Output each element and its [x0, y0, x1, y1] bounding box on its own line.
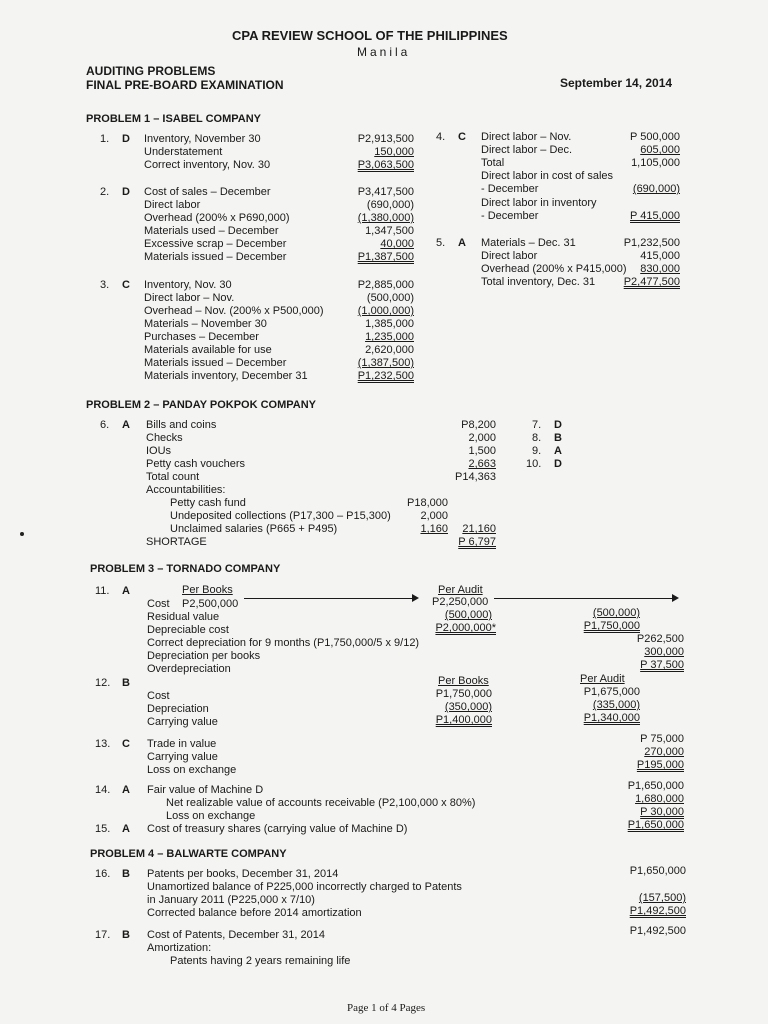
- q4-label-3: Direct labor in cost of sales: [481, 170, 614, 182]
- problem-4-title: PROBLEM 4 – BALWARTE COMPANY: [90, 848, 287, 860]
- q6-number: 6.: [100, 419, 110, 431]
- q5-value-1: 415,000: [640, 250, 680, 262]
- q3-label-6: Materials issued – December: [144, 357, 287, 369]
- cost-per-books: P2,500,000: [182, 598, 239, 610]
- acc-label-2: Unclaimed salaries (P665 + P495): [170, 523, 338, 535]
- q3-value-2: (1,000,000): [357, 305, 414, 317]
- q4-label-6: - December: [481, 210, 539, 222]
- q5-value-3: P2,477,500: [623, 276, 680, 288]
- q1-value-1: 150,000: [374, 146, 414, 158]
- depreciable-right: P1,750,000: [583, 620, 640, 632]
- margin-bullet: [20, 532, 24, 536]
- q12-number: 12.: [95, 677, 111, 689]
- q3-label-3: Materials – November 30: [144, 318, 267, 330]
- q5-number: 5.: [436, 237, 446, 249]
- shortage-label: SHORTAGE: [146, 536, 207, 548]
- acc-total: 21,160: [462, 523, 496, 535]
- q13-label-0: Trade in value: [147, 738, 217, 750]
- count-value-2: 1,500: [468, 445, 496, 457]
- count-label-0: Bills and coins: [146, 419, 217, 431]
- q14-label-2: Loss on exchange: [166, 810, 256, 822]
- q2-label-3: Materials used – December: [144, 225, 279, 237]
- q2-value-5: P1,387,500: [357, 251, 414, 263]
- answer-7-number: 7.: [532, 419, 542, 431]
- q16-label-1: Unamortized balance of P225,000 incorrectly charged to Patents: [147, 881, 462, 893]
- q12-label-1: Depreciation: [147, 703, 209, 715]
- q17-label-2: Patents having 2 years remaining life: [170, 955, 351, 967]
- q15-answer: A: [122, 823, 130, 835]
- depreciation-per-books-value: 300,000: [644, 646, 684, 658]
- q11-number: 11.: [95, 585, 110, 597]
- q12-label-0: Cost: [147, 690, 170, 702]
- q12-per-audit-heading: Per Audit: [580, 673, 625, 685]
- per-books-heading: Per Books: [182, 584, 233, 596]
- acc-label-0: Petty cash fund: [170, 497, 246, 509]
- q17-value-0: P1,492,500: [629, 925, 686, 937]
- q12-audit-1: (335,000): [592, 699, 640, 711]
- q1-value-0: P2,913,500: [357, 133, 414, 145]
- q4-label-1: Direct labor – Dec.: [481, 144, 573, 156]
- q14-label-1: Net realizable value of accounts receivable (P2,100,000 x 80%): [166, 797, 476, 809]
- q16-value-2: (157,500): [638, 892, 686, 904]
- q3-value-3: 1,385,000: [365, 318, 414, 330]
- accountabilities-label: Accountabilities:: [146, 484, 226, 496]
- q3-label-2: Overhead – Nov. (200% x P500,000): [144, 305, 324, 317]
- q3-label-1: Direct labor – Nov.: [144, 292, 235, 304]
- q2-value-4: 40,000: [380, 238, 414, 250]
- q4-label-5: Direct labor in inventory: [481, 197, 597, 209]
- q1-answer: D: [122, 133, 130, 145]
- q13-value-2: P195,000: [636, 759, 684, 771]
- q3-value-6: (1,387,500): [357, 357, 414, 369]
- q3-answer: C: [122, 279, 130, 291]
- q12-audit-2: P1,340,000: [583, 712, 640, 724]
- q5-label-1: Direct labor: [481, 250, 538, 262]
- q14-value-1: 1,680,000: [635, 793, 684, 805]
- q2-label-2: Overhead (200% x P690,000): [144, 212, 290, 224]
- q13-answer: C: [122, 738, 130, 750]
- q6-answer: A: [122, 419, 130, 431]
- residual-per-audit: (500,000): [444, 609, 492, 621]
- school-name: CPA REVIEW SCHOOL OF THE PHILIPPINES: [232, 28, 508, 43]
- q2-value-0: P3,417,500: [357, 186, 414, 198]
- q1-label-0: Inventory, November 30: [144, 133, 261, 145]
- q2-answer: D: [122, 186, 130, 198]
- q12-label-2: Carrying value: [147, 716, 218, 728]
- q14-label-0: Fair value of Machine D: [147, 784, 264, 796]
- q5-value-0: P1,232,500: [623, 237, 680, 249]
- q16-label-0: Patents per books, December 31, 2014: [147, 868, 339, 880]
- books-to-audit-arrow-line: [244, 598, 414, 599]
- q3-label-5: Materials available for use: [144, 344, 272, 356]
- q16-value-0: P1,650,000: [629, 865, 686, 877]
- page-footer: Page 1 of 4 Pages: [347, 1002, 426, 1014]
- q5-label-0: Materials – Dec. 31: [481, 237, 576, 249]
- overdepreciation-label: Overdepreciation: [147, 663, 231, 675]
- q3-value-4: 1,235,000: [365, 331, 414, 343]
- answer-8-number: 8.: [532, 432, 542, 444]
- answer-8-letter: B: [554, 432, 562, 444]
- q15-number: 15.: [95, 823, 111, 835]
- count-value-1: 2,000: [468, 432, 496, 444]
- depreciable-label: Depreciable cost: [147, 624, 229, 636]
- q4-number: 4.: [436, 131, 446, 143]
- count-label-4: Total count: [146, 471, 200, 483]
- q1-number: 1.: [100, 133, 110, 145]
- audit-to-right-arrowhead: [672, 594, 679, 602]
- residual-right: (500,000): [592, 607, 640, 619]
- q14-value-0: P1,650,000: [627, 780, 684, 792]
- q1-label-2: Correct inventory, Nov. 30: [144, 159, 271, 171]
- q17-label-1: Amortization:: [147, 942, 212, 954]
- acc-value-1: 2,000: [420, 510, 448, 522]
- q15-value: P1,650,000: [627, 819, 684, 831]
- q13-value-1: 270,000: [644, 746, 684, 758]
- q2-label-0: Cost of sales – December: [144, 186, 271, 198]
- count-value-4: P14,363: [455, 471, 496, 483]
- problem-2-title: PROBLEM 2 – PANDAY POKPOK COMPANY: [86, 399, 317, 411]
- q12-answer: B: [122, 677, 130, 689]
- cost-per-audit: P2,250,000: [432, 596, 489, 608]
- count-value-3: 2,663: [468, 458, 496, 470]
- q2-label-5: Materials issued – December: [144, 251, 287, 263]
- q4-answer: C: [458, 131, 466, 143]
- q4-value-0: P 500,000: [630, 131, 680, 143]
- per-audit-heading: Per Audit: [438, 584, 483, 596]
- q14-value-2: P 30,000: [640, 806, 684, 818]
- depreciable-per-audit: P2,000,000*: [435, 622, 496, 634]
- q16-label-3: Corrected balance before 2014 amortization: [147, 907, 362, 919]
- q4-value-4: (690,000): [632, 183, 680, 195]
- q16-label-2: in January 2011 (P225,000 x 7/10): [147, 894, 315, 906]
- q2-label-1: Direct labor: [144, 199, 201, 211]
- q2-label-4: Excessive scrap – December: [144, 238, 287, 250]
- residual-label: Residual value: [147, 611, 220, 623]
- q13-value-0: P 75,000: [640, 733, 684, 745]
- q4-value-1: 605,000: [640, 144, 680, 156]
- q12-audit-0: P1,675,000: [583, 686, 640, 698]
- q4-label-0: Direct labor – Nov.: [481, 131, 572, 143]
- q3-value-1: (500,000): [366, 292, 414, 304]
- q3-label-7: Materials inventory, December 31: [144, 370, 308, 382]
- problem-3-title: PROBLEM 3 – TORNADO COMPANY: [90, 563, 281, 575]
- q16-answer: B: [122, 868, 130, 880]
- q16-value-3: P1,492,500: [629, 905, 686, 917]
- exam-title: FINAL PRE-BOARD EXAMINATION: [86, 78, 284, 92]
- count-label-1: Checks: [146, 432, 183, 444]
- q4-value-6: P 415,000: [630, 210, 680, 222]
- acc-label-1: Undeposited collections (P17,300 – P15,300): [170, 510, 391, 522]
- q2-value-3: 1,347,500: [365, 225, 414, 237]
- q5-label-2: Overhead (200% x P415,000): [481, 263, 627, 275]
- q5-value-2: 830,000: [640, 263, 680, 275]
- count-value-0: P8,200: [461, 419, 496, 431]
- correct-depreciation-label: Correct depreciation for 9 months (P1,750,000/5 x 9/12): [147, 637, 420, 649]
- count-label-2: IOUs: [146, 445, 172, 457]
- q5-answer: A: [458, 237, 466, 249]
- problem-1-title: PROBLEM 1 – ISABEL COMPANY: [86, 113, 262, 125]
- q17-number: 17.: [95, 929, 111, 941]
- q13-number: 13.: [95, 738, 111, 750]
- q3-label-0: Inventory, Nov. 30: [144, 279, 232, 291]
- exam-date: September 14, 2014: [560, 76, 673, 90]
- shortage-value: P 6,797: [458, 536, 496, 548]
- exam-subject: AUDITING PROBLEMS: [86, 64, 216, 78]
- q17-answer: B: [122, 929, 130, 941]
- answer-10-letter: D: [554, 458, 562, 470]
- books-to-audit-arrowhead: [412, 594, 419, 602]
- q13-label-1: Carrying value: [147, 751, 218, 763]
- depreciation-per-books-label: Depreciation per books: [147, 650, 261, 662]
- q15-label: Cost of treasury shares (carrying value of Machine D): [147, 823, 408, 835]
- q12-books-1: (350,000): [444, 701, 492, 713]
- q16-number: 16.: [95, 868, 111, 880]
- q2-value-2: (1,380,000): [357, 212, 414, 224]
- q1-label-1: Understatement: [144, 146, 223, 158]
- q4-value-2: 1,105,000: [631, 157, 680, 169]
- q4-label-4: - December: [481, 183, 539, 195]
- answer-9-number: 9.: [532, 445, 542, 457]
- q12-per-books-heading: Per Books: [438, 675, 489, 687]
- count-label-3: Petty cash vouchers: [146, 458, 246, 470]
- q11-answer: A: [122, 585, 130, 597]
- q3-number: 3.: [100, 279, 110, 291]
- school-city: Manila: [357, 45, 411, 59]
- q3-label-4: Purchases – December: [144, 331, 259, 343]
- q3-value-5: 2,620,000: [365, 344, 414, 356]
- cost-label: Cost: [147, 598, 170, 610]
- correct-depreciation-value: P262,500: [636, 633, 684, 645]
- q2-value-1: (690,000): [366, 199, 414, 211]
- answer-10-number: 10.: [526, 458, 542, 470]
- q17-label-0: Cost of Patents, December 31, 2014: [147, 929, 325, 941]
- q13-label-2: Loss on exchange: [147, 764, 237, 776]
- q3-value-7: P1,232,500: [357, 370, 414, 382]
- answer-9-letter: A: [554, 445, 562, 457]
- q3-value-0: P2,885,000: [357, 279, 414, 291]
- q12-books-2: P1,400,000: [435, 714, 492, 726]
- q14-number: 14.: [95, 784, 111, 796]
- q2-number: 2.: [100, 186, 110, 198]
- q4-label-2: Total: [481, 157, 505, 169]
- audit-to-right-arrow-line: [494, 598, 674, 599]
- overdepreciation-value: P 37,500: [640, 659, 684, 671]
- q5-label-3: Total inventory, Dec. 31: [481, 276, 596, 288]
- answer-7-letter: D: [554, 419, 562, 431]
- acc-value-0: P18,000: [407, 497, 448, 509]
- q12-books-0: P1,750,000: [435, 688, 492, 700]
- acc-value-2: 1,160: [420, 523, 448, 535]
- q14-answer: A: [122, 784, 130, 796]
- q1-value-2: P3,063,500: [357, 159, 414, 171]
